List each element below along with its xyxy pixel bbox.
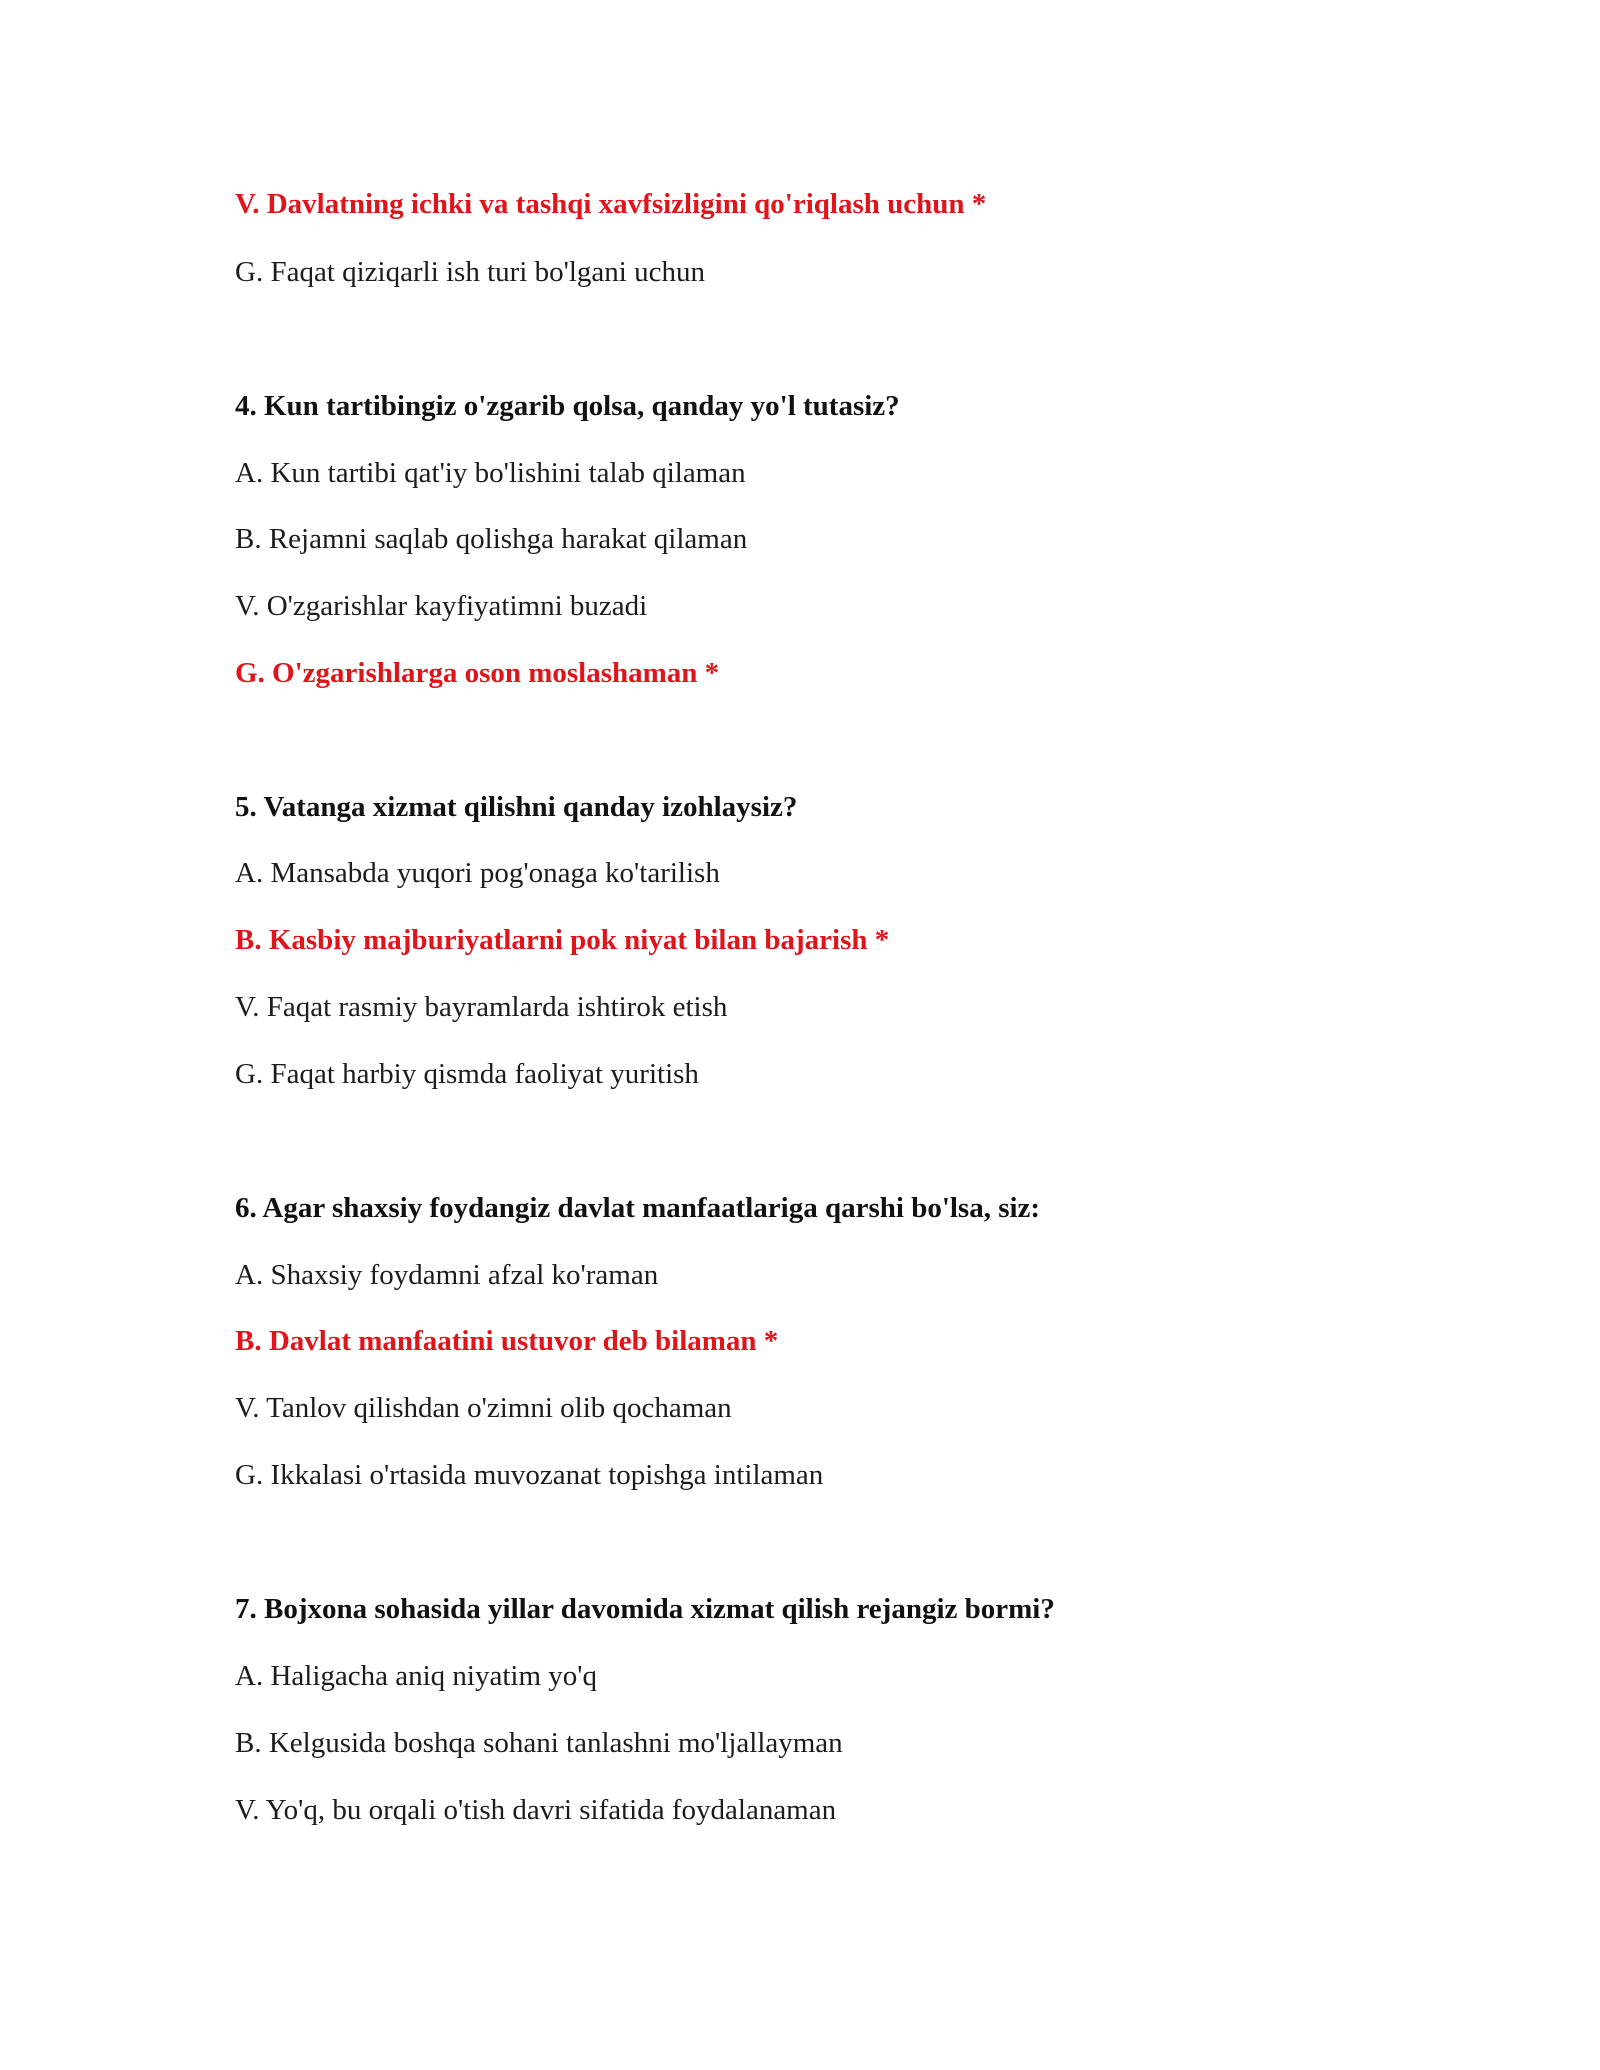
option-text: G. O'zgarishlarga oson moslashaman * bbox=[235, 657, 720, 689]
option-text: G. Faqat qiziqarli ish turi bo'lgani uchun bbox=[235, 256, 705, 288]
option-text: V. Yo'q, bu orqali o'tish davri sifatida foydalanaman bbox=[235, 1794, 837, 1826]
option-text: B. Kasbiy majburiyatlarni pok niyat bilan bajarish * bbox=[235, 924, 890, 956]
option-text: V. Faqat rasmiy bayramlarda ishtirok etish bbox=[235, 991, 728, 1023]
question-text: 6. Agar shaxsiy foydangiz davlat manfaatlariga qarshi bo'lsa, siz: bbox=[235, 1192, 1041, 1224]
question-text: 5. Vatanga xizmat qilishni qanday izohlaysiz? bbox=[235, 791, 798, 823]
option-text: A. Kun tartibi qat'iy bo'lishini talab qilaman bbox=[235, 457, 746, 489]
option-text: B. Davlat manfaatini ustuvor deb bilaman * bbox=[235, 1325, 779, 1357]
option-text: G. Faqat harbiy qismda faoliyat yuritish bbox=[235, 1058, 699, 1090]
option-text: A. Mansabda yuqori pog'onaga ko'tarilish bbox=[235, 857, 720, 889]
option-text: V. O'zgarishlar kayfiyatimni buzadi bbox=[235, 590, 648, 622]
option-text: A. Shaxsiy foydamni afzal ko'raman bbox=[235, 1259, 659, 1291]
question-text: 7. Bojxona sohasida yillar davomida xizmat qilish rejangiz bormi? bbox=[235, 1593, 1055, 1625]
option-text: B. Kelgusida boshqa sohani tanlashni mo'ljallayman bbox=[235, 1727, 843, 1759]
option-text: A. Haligacha aniq niyatim yo'q bbox=[235, 1660, 597, 1692]
option-text: B. Rejamni saqlab qolishga harakat qilaman bbox=[235, 523, 748, 555]
option-text: G. Ikkalasi o'rtasida muvozanat topishga intilaman bbox=[235, 1459, 824, 1491]
option-text: V. Davlatning ichki va tashqi xavfsizligini qo'riqlash uchun * bbox=[235, 188, 987, 220]
question-text: 4. Kun tartibingiz o'zgarib qolsa, qanday yo'l tutasiz? bbox=[235, 390, 900, 422]
option-text: V. Tanlov qilishdan o'zimni olib qochaman bbox=[235, 1392, 732, 1424]
